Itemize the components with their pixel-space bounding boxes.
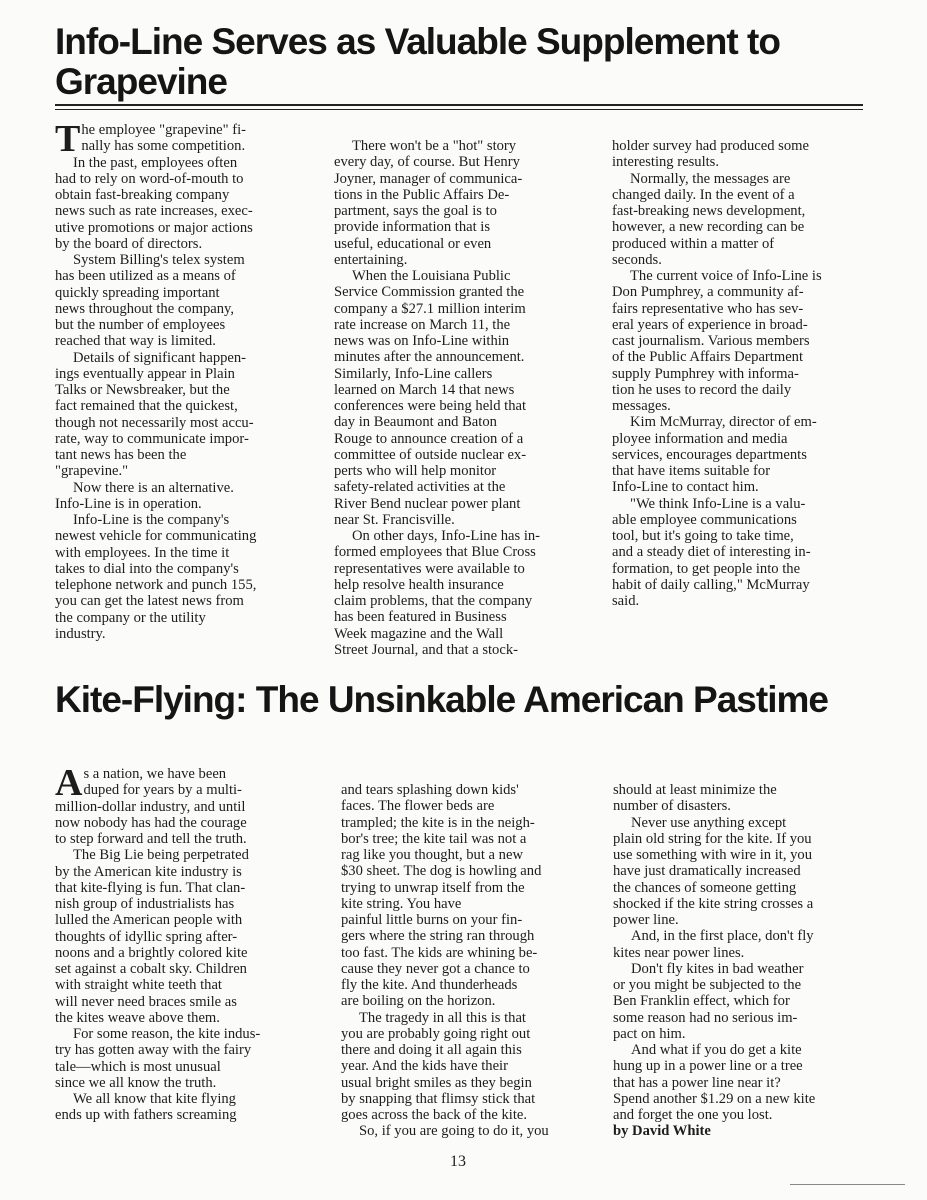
text-line: Normally, the messages are: [630, 170, 791, 187]
text-line: trying to unwrap itself from the: [341, 879, 525, 896]
text-line: services, encourages departments: [612, 446, 807, 463]
text-line: Similarly, Info-Line callers: [334, 365, 493, 382]
paragraph: [341, 782, 603, 1010]
text-line: have just dramatically increased: [613, 863, 801, 880]
paragraph: [613, 815, 875, 929]
text-line: use something with wire in it, you: [613, 847, 813, 863]
text-line: learned on March 14 that news: [334, 381, 515, 398]
drop-cap: T: [55, 118, 81, 160]
article1-column-2: [334, 138, 596, 658]
paragraph: [613, 782, 875, 815]
text-line: So, if you are going to do it, you: [359, 1123, 549, 1140]
text-line: When the Louisiana Public: [352, 268, 511, 284]
text-line: that kite-flying is fun. That clan-: [55, 879, 246, 896]
article-headline-info-line: Info-Line Serves as Valuable Supplement to Grapevine: [55, 21, 780, 102]
paragraph: [55, 480, 317, 513]
paragraph: [612, 268, 874, 414]
text-line: eral years of experience in broad-: [612, 316, 808, 333]
text-line: And what if you do get a kite: [631, 1042, 802, 1058]
text-line: produced within a matter of: [612, 235, 775, 252]
text-line: tale—which is most unusual: [55, 1058, 221, 1075]
text-line: faces. The flower beds are: [341, 798, 495, 815]
text-line: every day, of course. But Henry: [334, 154, 520, 171]
text-line: though not necessarily most accu-: [55, 414, 254, 431]
text-line: Details of significant happen-: [73, 349, 247, 366]
text-line: Service Commission granted the: [334, 284, 525, 301]
text-line: There won't be a "hot" story: [352, 138, 517, 154]
text-line: bor's tree; the kite tail was not a: [341, 830, 527, 847]
text-line: and tears splashing down kids': [341, 782, 519, 798]
paragraph: [341, 1010, 603, 1124]
text-line: Kim McMurray, director of em-: [630, 414, 817, 431]
text-line: Info-Line is in operation.: [55, 495, 202, 512]
text-line: In the past, employees often: [73, 154, 238, 171]
text-line: ends up with fathers screaming: [55, 1107, 237, 1124]
text-line: formed employees that Blue Cross: [334, 544, 536, 561]
paragraph: [55, 350, 317, 480]
paragraph: [613, 928, 875, 961]
text-line: fly the kite. And thunderheads: [341, 977, 518, 993]
paragraph: [55, 512, 317, 642]
text-line: with straight white teeth that: [55, 977, 222, 994]
text-line: usual bright smiles as they begin: [341, 1074, 532, 1091]
text-line: and a steady diet of interesting in-: [612, 544, 811, 561]
text-line: he employee "grapevine" fi-: [81, 122, 247, 138]
text-line: power line.: [613, 912, 679, 928]
headline-rule-thick: [55, 104, 863, 106]
text-line: thoughts of idyllic spring after-: [55, 928, 238, 945]
text-line: provide information that is: [334, 219, 491, 236]
text-line: some reason had no serious im-: [613, 1009, 798, 1026]
paragraph: [55, 252, 317, 350]
text-line: to step forward and tell the truth.: [55, 831, 247, 847]
text-line: Now there is an alternative.: [73, 479, 234, 496]
article1-column-3: [612, 138, 874, 609]
text-line: minutes after the announcement.: [334, 349, 525, 366]
text-line: messages.: [612, 398, 671, 414]
text-line: you can get the latest news from: [55, 593, 244, 610]
text-line: with employees. In the time it: [55, 544, 230, 561]
paragraph: [55, 118, 317, 160]
text-line: useful, educational or even: [334, 235, 492, 252]
text-line: kite string. You have: [341, 895, 462, 912]
text-line: news throughout the company,: [55, 300, 235, 317]
article2-column-1: [55, 762, 317, 1124]
text-line: entertaining.: [334, 251, 408, 268]
text-line: "We think Info-Line is a valu-: [630, 495, 806, 512]
paragraph: [612, 138, 874, 171]
text-line: Street Journal, and that a stock-: [334, 641, 518, 658]
text-line: year. And the kids have their: [341, 1058, 508, 1075]
text-line: telephone network and punch 155,: [55, 577, 257, 593]
text-line: try has gotten away with the fairy: [55, 1042, 252, 1059]
text-line: has been utilized as a means of: [55, 268, 236, 285]
paragraph: [55, 155, 317, 253]
text-line: had to rely on word-of-mouth to: [55, 170, 244, 187]
text-line: s a nation, we have been: [83, 766, 227, 782]
text-line: We all know that kite flying: [73, 1091, 236, 1107]
text-line: The Big Lie being perpetrated: [73, 847, 249, 864]
text-line: million-dollar industry, and until: [55, 798, 246, 815]
paragraph: [341, 1123, 603, 1139]
text-line: supply Pumphrey with informa-: [612, 365, 799, 382]
text-line: For some reason, the kite indus-: [73, 1026, 261, 1042]
text-line: utive promotions or major actions: [55, 219, 253, 236]
text-line: habit of daily calling," McMurray: [612, 576, 810, 593]
text-line: by the board of directors.: [55, 235, 203, 252]
text-line: reached that way is limited.: [55, 333, 216, 350]
text-line: rag like you thought, but a new: [341, 847, 523, 863]
paragraph: [55, 1026, 317, 1091]
text-line: Info-Line is the company's: [73, 512, 230, 528]
text-line: The tragedy in all this is that: [359, 1009, 526, 1026]
paragraph: [612, 414, 874, 495]
text-line: able employee communications: [612, 511, 797, 528]
text-line: Don Pumphrey, a community af-: [612, 284, 804, 301]
text-line: obtain fast-breaking company: [55, 187, 230, 203]
text-line: or you might be subjected to the: [613, 977, 802, 993]
text-line: ings eventually appear in Plain: [55, 365, 235, 382]
paragraph: [55, 1091, 317, 1124]
text-line: of the Public Affairs Department: [612, 349, 804, 366]
text-line: formation, to get people into the: [612, 560, 801, 577]
paragraph: [55, 847, 317, 1026]
author-byline: by David White: [613, 1123, 711, 1140]
text-line: Ben Franklin effect, which for: [613, 993, 790, 1010]
text-line: by the American kite industry is: [55, 863, 242, 880]
text-line: now nobody has had the courage: [55, 814, 247, 831]
text-line: Talks or Newsbreaker, but the: [55, 382, 230, 398]
text-line: representatives were available to: [334, 560, 525, 577]
text-line: and forget the one you lost.: [613, 1107, 773, 1123]
text-line: since we all know the truth.: [55, 1074, 217, 1091]
text-line: that has a power line near it?: [613, 1074, 781, 1091]
text-line: the chances of someone getting: [613, 879, 797, 896]
text-line: partment, says the goal is to: [334, 203, 497, 219]
text-line: ployee information and media: [612, 430, 788, 447]
text-line: River Bend nuclear power plant: [334, 495, 521, 512]
article2-column-3: [613, 782, 875, 1140]
text-line: claim problems, that the company: [334, 593, 533, 609]
text-line: painful little burns on your fin-: [341, 912, 523, 928]
text-line: nally has some competition.: [81, 138, 246, 155]
text-line: news was on Info-Line within: [334, 333, 510, 349]
text-line: goes across the back of the kite.: [341, 1107, 528, 1123]
text-line: however, a new recording can be: [612, 219, 805, 236]
text-line: you are probably going right out: [341, 1025, 531, 1042]
footer-rule: [790, 1184, 905, 1185]
text-line: tant news has been the: [55, 447, 187, 463]
text-line: The current voice of Info-Line is: [630, 268, 822, 284]
text-line: will never need braces smile as: [55, 993, 237, 1010]
text-line: by snapping that flimsy stick that: [341, 1090, 536, 1107]
text-line: too fast. The kids are whining be-: [341, 944, 538, 961]
paragraph: [612, 496, 874, 610]
text-line: number of disasters.: [613, 798, 731, 815]
text-line: holder survey had produced some: [612, 138, 809, 154]
text-line: gers where the string ran through: [341, 928, 535, 945]
text-line: set against a cobalt sky. Children: [55, 961, 247, 977]
text-line: has been featured in Business: [334, 609, 507, 626]
text-line: rate increase on March 11, the: [334, 316, 511, 333]
text-line: rate, way to communicate impor-: [55, 430, 249, 447]
text-line: company a $27.1 million interim: [334, 300, 526, 317]
text-line: cause they never got a chance to: [341, 960, 530, 977]
text-line: System Billing's telex system: [73, 252, 245, 268]
paragraph: [55, 762, 317, 847]
text-line: help resolve health insurance: [334, 576, 504, 593]
paragraph: [613, 1042, 875, 1123]
text-line: cast journalism. Various members: [612, 333, 810, 349]
paragraph: [334, 528, 596, 658]
text-line: newest vehicle for communicating: [55, 528, 257, 545]
text-line: fast-breaking news development,: [612, 203, 806, 219]
text-line: lulled the American people with: [55, 912, 243, 929]
paragraph: [334, 138, 596, 268]
text-line: Don't fly kites in bad weather: [631, 960, 804, 977]
paragraph: [334, 268, 596, 528]
text-line: plain old string for the kite. If you: [613, 830, 812, 847]
text-line: but the number of employees: [55, 317, 226, 333]
text-line: And, in the first place, don't fly: [631, 928, 814, 945]
text-line: perts who will help monitor: [334, 463, 497, 479]
text-line: committee of outside nuclear ex-: [334, 446, 527, 463]
text-line: Week magazine and the Wall: [334, 625, 504, 642]
text-line: are boiling on the horizon.: [341, 993, 496, 1010]
text-line: nish group of industrialists has: [55, 896, 235, 912]
text-line: day in Beaumont and Baton: [334, 414, 497, 431]
text-line: tion he uses to record the daily: [612, 381, 792, 398]
text-line: "grapevine.": [55, 463, 129, 480]
text-line: Spend another $1.29 on a new kite: [613, 1090, 816, 1107]
text-line: takes to dial into the company's: [55, 560, 239, 577]
text-line: conferences were being held that: [334, 398, 527, 414]
text-line: interesting results.: [612, 154, 720, 171]
text-line: tool, but it's going to take time,: [612, 528, 794, 544]
text-line: $30 sheet. The dog is howling and: [341, 863, 542, 880]
text-line: said.: [612, 593, 640, 609]
text-line: safety-related activities at the: [334, 479, 506, 496]
text-line: trampled; the kite is in the neigh-: [341, 814, 535, 831]
text-line: fairs representative who has sev-: [612, 300, 804, 317]
text-line: seconds.: [612, 251, 662, 268]
drop-cap: A: [55, 762, 83, 804]
text-line: Joyner, manager of communica-: [334, 170, 523, 187]
text-line: news such as rate increases, exec-: [55, 203, 253, 220]
text-line: Info-Line to contact him.: [612, 479, 759, 496]
article-headline-kite-flying: Kite-Flying: The Unsinkable American Pastime: [55, 679, 828, 720]
text-line: changed daily. In the event of a: [612, 186, 795, 203]
text-line: hung up in a power line or a tree: [613, 1058, 803, 1075]
text-line: pact on him.: [613, 1025, 686, 1042]
text-line: should at least minimize the: [613, 782, 777, 798]
text-line: industry.: [55, 625, 106, 642]
text-line: shocked if the kite string crosses a: [613, 895, 814, 912]
text-line: tions in the Public Affairs De-: [334, 186, 510, 203]
article2-column-2: [341, 782, 603, 1140]
page-number: 13: [450, 1153, 466, 1170]
text-line: near St. Francisville.: [334, 511, 455, 528]
headline-rule-thin: [55, 109, 863, 110]
text-line: that have items suitable for: [612, 463, 771, 479]
text-line: noons and a brightly colored kite: [55, 944, 248, 961]
text-line: there and doing it all again this: [341, 1042, 522, 1058]
text-line: Rouge to announce creation of a: [334, 430, 524, 447]
text-line: the kites weave above them.: [55, 1009, 220, 1026]
text-line: Never use anything except: [631, 814, 787, 831]
article1-column-1: [55, 118, 317, 642]
text-line: quickly spreading important: [55, 284, 220, 301]
text-line: duped for years by a multi-: [83, 782, 242, 799]
paragraph: [612, 171, 874, 269]
text-line: kites near power lines.: [613, 944, 745, 961]
text-line: fact remained that the quickest,: [55, 398, 238, 415]
text-line: On other days, Info-Line has in-: [352, 528, 541, 544]
text-line: the company or the utility: [55, 609, 206, 626]
paragraph: [613, 961, 875, 1042]
